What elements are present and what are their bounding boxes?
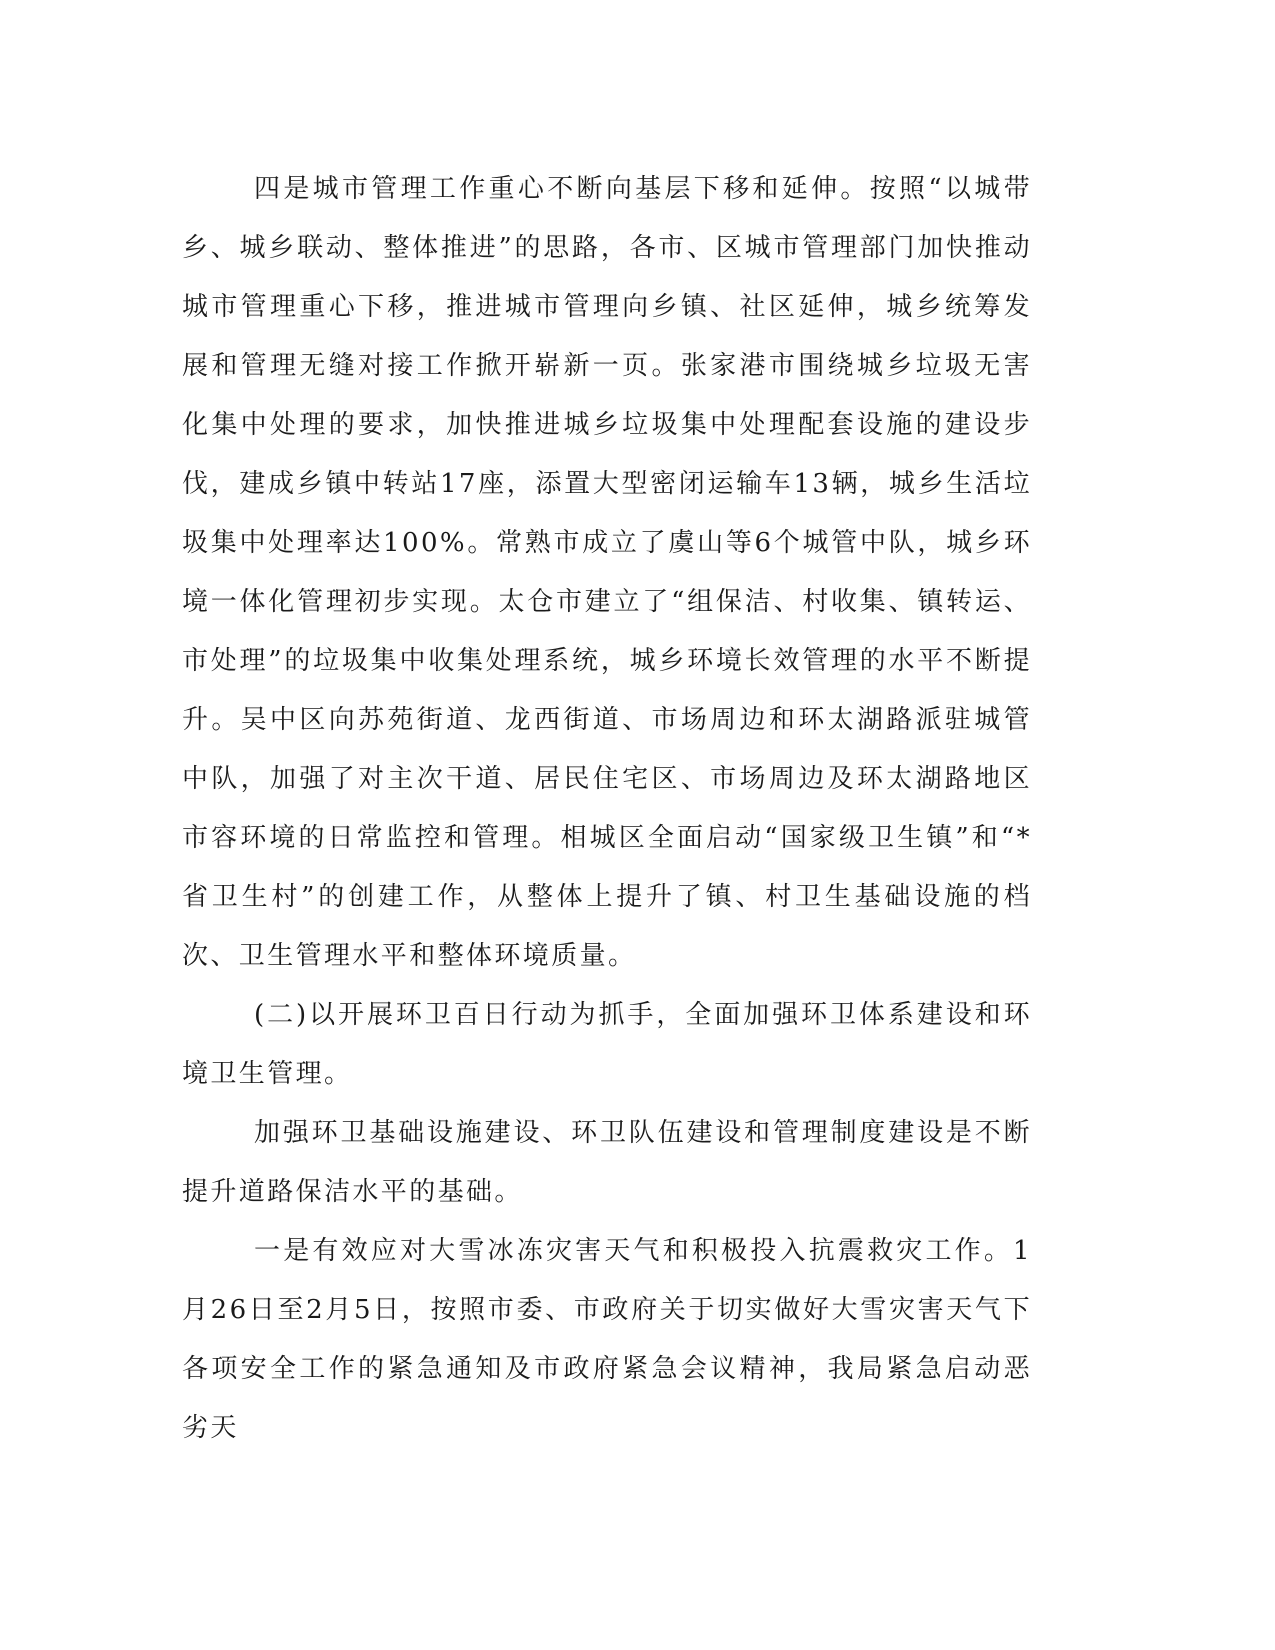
paragraph-snow-disaster-response: 一是有效应对大雪冰冻灾害天气和积极投入抗震救灾工作。1月26日至2月5日，按照市委、市政府关于切实做好大雪灾害天气下各项安全工作的紧急通知及市政府紧急会议精神，我局紧急启动恶劣天 <box>182 1236 1032 1443</box>
paragraph-sanitation-foundation: 加强环卫基础设施建设、环卫队伍建设和管理制度建设是不断提升道路保洁水平的基础。 <box>182 1118 1032 1207</box>
paragraph-urban-management: 四是城市管理工作重心不断向基层下移和延伸。按照“以城带乡、城乡联动、整体推进”的思路，各市、区城市管理部门加快推动城市管理重心下移，推进城市管理向乡镇、社区延伸，城乡统筹发展和管理无缝对接工作掀开崭新一页。张家港市围绕城乡垃圾无害化集中处理的要求，加快推进城乡垃圾集中处理配套设施的建设步伐，建成乡镇中转站17座，添置大型密闭运输车13辆，城乡生活垃圾集中处理率达100%。常熟市成立了虞山等6个城管中队，城乡环境一体化管理初步实现。太仓市建立了“组保洁、村收集、镇转运、市处理”的垃圾集中收集处理系统，城乡环境长效管理的水平不断提升。吴中区向苏苑街道、龙西街道、市场周边和环太湖路派驻城管中队，加强了对主次干道、居民住宅区、市场周边及环太湖路地区市容环境的日常监控和管理。相城区全面启动“国家级卫生镇”和“*省卫生村”的创建工作，从整体上提升了镇、村卫生基础设施的档次、卫生管理水平和整体环境质量。 <box>182 174 1032 971</box>
section-heading-sanitation: (二)以开展环卫百日行动为抓手，全面加强环卫体系建设和环境卫生管理。 <box>182 1000 1032 1089</box>
document-body <box>182 160 1032 1458</box>
